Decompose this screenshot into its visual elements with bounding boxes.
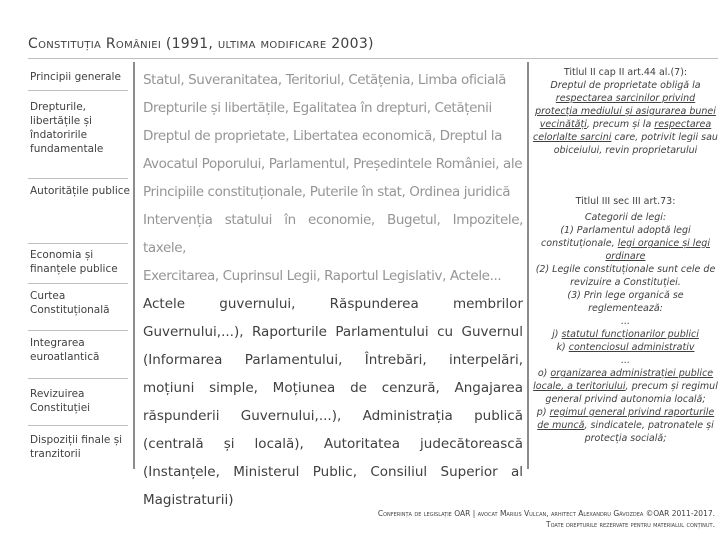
section-rule xyxy=(28,378,128,379)
section-principii: Principii generale xyxy=(30,71,121,83)
article-73-o xyxy=(533,367,718,406)
article-73-o-label: o) xyxy=(537,368,551,379)
article-73-dots: ... xyxy=(620,316,631,327)
article-44-text xyxy=(533,79,718,157)
article-73-p-label: p) xyxy=(536,407,550,418)
overlap-line: Exercitarea, Cuprinsul Legii, Raportul Legislativ, Actele... xyxy=(143,268,502,284)
section-rule xyxy=(28,178,128,179)
article-44-text-before: Dreptul de proprietate obligă la xyxy=(550,80,701,91)
article-73-p1-underlined[interactable]: legi organice și legi ordinare xyxy=(605,238,710,262)
section-rule xyxy=(28,90,128,91)
article-73-j-underlined[interactable]: statutul funcționarilor publici xyxy=(561,329,699,340)
article-44-underlined-2[interactable]: respectarea celorlalte sarcini xyxy=(533,119,712,143)
article-73-p-text: , sindicatele, patronatele și protecția socială; xyxy=(584,420,714,444)
section-economia: Economia și finanțele publice xyxy=(30,249,118,275)
article-44-text-mid: , precum și la xyxy=(586,119,655,130)
footer xyxy=(200,508,715,530)
article-44-underlined[interactable]: respectarea sarcinilor privind protecția mediului și asigurarea bunei vecinătăți xyxy=(535,93,716,130)
overlap-line: Avocatul Poporului, Parlamentul, Președintele României, ale xyxy=(143,156,523,172)
section-rule xyxy=(28,425,128,426)
article-73-p1 xyxy=(533,224,718,263)
section-drepturi: Drepturile, libertățile și îndatoririle fundamentale xyxy=(30,101,104,155)
section-revizuirea: Revizuirea Constituției xyxy=(30,388,91,414)
overlap-line: Statul, Suveranitatea, Teritoriul, Cetățenia, Limba oficială xyxy=(143,72,507,88)
article-73-p xyxy=(533,406,718,445)
right-divider xyxy=(527,62,529,469)
footer-rights: Toate drepturile rezervate pentru materialul conținut. xyxy=(545,520,715,529)
article-73-dots-2: ... xyxy=(620,355,631,366)
slide-title: Constituția României (1991, ultima modificare 2003) xyxy=(28,36,374,52)
article-73-p-underlined[interactable]: regimul general privind raporturile de muncă xyxy=(537,407,715,431)
article-73-k-underlined[interactable]: contenciosul administrativ xyxy=(568,342,695,353)
section-autoritati: Autoritățile publice xyxy=(30,185,130,197)
article-73-j xyxy=(533,328,718,341)
article-73-j-label: j) xyxy=(552,329,562,340)
article-44-heading: Titlul II cap II art.44 al.(7): xyxy=(563,67,688,78)
overlap-line: Drepturile și libertățile, Egalitatea în drepturi, Cetățenii xyxy=(143,100,492,116)
overlap-line: Principiile constituționale, Puterile în stat, Ordinea juridică xyxy=(143,184,511,200)
article-44-text-after: care, potrivit legii sau obiceiului, revin proprietarului xyxy=(553,132,718,156)
article-73-p1-text: (1) Parlamentul adoptă legi constituționale, xyxy=(541,225,691,249)
section-rule xyxy=(28,330,128,331)
article-73-p3: (3) Prin lege organică se reglementează: xyxy=(567,290,684,314)
article-73-k-label: k) xyxy=(556,342,569,353)
top-rule xyxy=(28,58,718,59)
article-73-p2: (2) Legile constituționale sunt cele de revizuire a Constituției. xyxy=(535,264,716,288)
section-rule xyxy=(28,243,128,244)
article-73-heading: Titlul III sec III art.73: xyxy=(575,196,676,207)
footer-credits: Conferința de legislație OAR | avocat Marius Vulcan, arhitect Alexandru Găvozdea ©OAR 2011-2017. xyxy=(377,509,715,518)
main-paragraph: Actele guvernului, Răspunderea membrilor Guvernului,...), Raporturile Parlamentului cu Guvernul (Informarea Parlamentului, Întrebări, interpelări, moțiuni simple, Moțiunea de cenzură, Angajarea răspunderii Guvernului,...), Administrația publică (centrală și locală), Autoritatea judecătorească (Instanțele, Ministerul Public, Consiliul Superior al Magistraturii) xyxy=(143,296,523,508)
overlap-line: Dreptul de proprietate, Libertatea economică, Dreptul la xyxy=(143,128,503,144)
article-73-o-text: , precum și regimul general privind autonomia locală; xyxy=(545,381,718,405)
section-integrarea: Integrarea euroatlantică xyxy=(30,337,100,363)
section-dispozitii: Dispoziții finale și tranzitorii xyxy=(30,434,123,460)
section-curtea: Curtea Constituțională xyxy=(30,290,110,316)
left-divider xyxy=(133,62,135,469)
article-44 xyxy=(533,66,718,157)
section-rule xyxy=(28,283,128,284)
article-73-k xyxy=(533,341,718,354)
article-73 xyxy=(533,195,718,445)
article-73-o-underlined[interactable]: organizarea administrației publice locale, a teritoriului xyxy=(533,368,714,392)
article-73-intro: Categorii de legi: xyxy=(584,212,667,223)
main-text xyxy=(143,66,523,514)
overlap-line: Intervenția statului în economie, Bugetul, Impozitele, taxele, xyxy=(143,212,523,256)
